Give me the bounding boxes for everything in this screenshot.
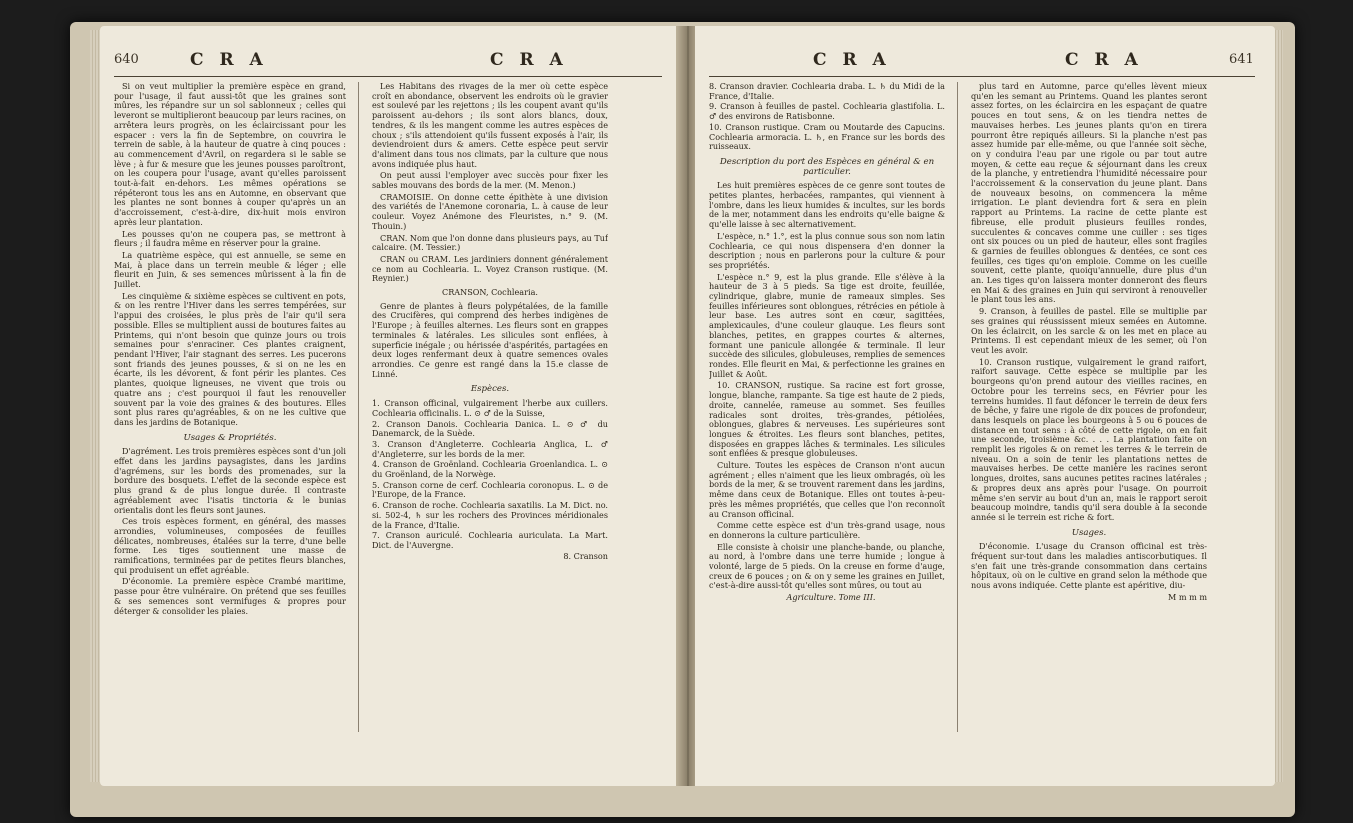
- paragraph: La quatrième espèce, qui est annuelle, se seme en Mai, à place dans un terrein meuble & léger ; elle fleurit en Juin, & ses semences mûrissent à la fin de Juillet.: [114, 249, 346, 290]
- paragraph: On peut aussi l'employer avec succès pour fixer les sables mouvans des bords de la mer. (M. Menon.): [372, 170, 608, 191]
- species-item: 1. Cranson officinal, vulgairement l'herbe aux cuillers. Cochlearia officinalis. L. ⊙ ♂ de la Suisse,: [372, 398, 608, 418]
- page-footer: Agriculture. Tome III.: [786, 592, 876, 603]
- paragraph: Genre de plantes à fleurs polypétalées, de la famille des Crucifères, qui comprend des herbes indigènes de l'Europe ; à feuilles alternes. Les fleurs sont en grappes terminales & latérales. Les silicules sont enflées, à superficie inégale ; ou hérissée d'aspérités, partagées en deux loges renfermant deux à quatre semences ovales arrondies. Ce genre est rangé dans la 15.e classe de Linné.: [372, 300, 608, 379]
- paragraph: D'économie. L'usage du Cranson officinal est très-fréquent sur-tout dans les maladies antiscorbutiques. Il s'en fait une très-grande consommation dans certains hôpitaux, où on le cultive en grand selon la méthode que nous avons indiquée. Cette plante est apéritive, diu-: [971, 541, 1207, 591]
- species-item: 9. Cranson à feuilles de pastel. Cochlearia glastifolia. L. ♂ des environs de Ratisbonne.: [709, 101, 945, 122]
- right-page: [695, 26, 1275, 786]
- species-item: 2. Cranson Danois. Cochlearia Danica. L. ⊙ ♂ du Danemarck, de la Suède.: [372, 418, 608, 439]
- species-item: 10. Cranson rustique. Cram ou Moutarde des Capucins. Cochlearia armoracia. L. ♄, en France sur les bords des ruisseaux.: [709, 121, 945, 152]
- paragraph: Les cinquième & sixième espèces se cultivent en pots, & on les rentre l'Hiver dans les serres tempérées, sur l'appui des croisées, le plus près de l'air qu'il sera possible. Elles se multiplient aussi de boutures faites au Printems, qui n'ont besoin que quinze jours ou trois semaines pour s'enraciner. Ces plantes craignent, pendant l'Hiver, l'air stagnant des serres. Les pucerons sont friands des jeunes pousses, & si on ne les en écarte, ils les dévorent, & font périr les plantes. Ces plantes, quoique ligneuses, ne vivent que trois ou quatre ans ; c'est pourquoi il faut les renouveller souvent par la voie des graines & des boutures. Elles sont plus rares qu'agréables, & on ne les cultive que dans les jardins de Botanique.: [114, 290, 346, 427]
- column-separator: [957, 82, 958, 732]
- species-item: 6. Cranson de roche. Cochlearia saxatilis. La M. Dict. no. si. 502-4, ♄ sur les rochers des Provinces méridionales de la France, d'Italie.: [372, 500, 608, 530]
- paragraph: 10. Cranson rustique, vulgairement le grand raifort, raifort sauvage. Cette espèce se multiplie par les bourgeons qu'on prend autour des vieilles racines, en Octobre pour les terreins secs, en Février pour les terreins humides. Il faut défoncer le terrein de deux fers de bêche, y faire une rigole de dix pouces de profondeur, dans lesquels on place les bourgeons à 5 ou 6 pouces de distance en tout sens : à côté de cette rigole, on en fait une seconde, troisième &c. . . . La plantation faite on remplit les rigoles & on remet les terres & le terrein de niveau. On a soin de tenir les plantations nettes de mauvaises herbes. De cette manière les racines seront longues, droites, sans aucunes petites racines latérales ; & propres deux ans après pour l'usage. On pourroit même s'en servir au bout d'un an, mais le rapport seroit beaucoup moindre, tandis qu'il sera double à la seconde année si le terrein est riche & fort.: [971, 356, 1207, 522]
- paragraph: Les huit premières espèces de ce genre sont toutes de petites plantes, herbacées, rampantes, qui viennent à l'ombre, dans les lieux humides & incultes, sur les bords de la mer, notamment dans les endroits qu'elle baigne & qu'elle laisse à sec alternativement.: [709, 180, 945, 230]
- paragraph: Si on veut multiplier la première espèce en grand, pour l'usage, il faut aussi-tôt que les graines sont mûres, les répandre sur un sol sablonneux ; celles qui leveront se multiplieront beaucoup par leurs racines, on arrêtera leurs progrès, on les éclaircissant pour les espacer : vers la fin de Septembre, on couvrira le terrein de sable, à la hauteur de quatre à cinq pouces : au commencement d'Avril, on regardera si le sable se lève ; à fur & mesure que les jeunes pousses paroîtront, on les coupera pour l'usage, avant qu'elles paroissent tout-à-fait en-dehors. Les mêmes opérations se répéteront tous les ans en Automne, en observant que les plantes ne sont bonnes à couper qu'après un an d'accroissement, c'est-à-dire, dix-huit mois environ après leur plantation.: [114, 82, 346, 227]
- right-page-header: [695, 50, 1275, 76]
- section-heading: Espèces.: [470, 384, 510, 395]
- left-page: [100, 26, 680, 786]
- header-rule: [709, 76, 1255, 77]
- species-item: 4. Cranson de Groënland. Cochlearia Groenlandica. L. ⊙ du Groënland, de la Norwège.: [372, 459, 608, 480]
- paragraph: Ces trois espèces forment, en général, des masses arrondies, volumineuses, composées de feuilles délicates, nombreuses, étalées sur la terre, d'une belle forme. Les tiges soutiennent une masse de ramifications, terminées par de petites fleurs blanches, qui produisent un effet agréable.: [114, 516, 346, 575]
- entry-heading: CRANSON, Cochlearia.: [442, 287, 538, 298]
- paragraph: CRAN. Nom que l'on donne dans plusieurs pays, au Tuf calcaire. (M. Tessier.): [372, 232, 608, 253]
- paragraph: 10. CRANSON, rustique. Sa racine est fort grosse, longue, blanche, rampante. Sa tige est haute de 2 pieds, droite, cannelée, rameuse au sommet. Ses feuilles radicales sont droites, très-grandes, pétiolées, oblongues, glabres & nerveuses. Les supérieures sont longues & étroites. Les fleurs sont blanches, petites, disposées en grappes lâches & terminales. Les silicules sont enflées & presque globuleuses.: [709, 380, 945, 459]
- paragraph: Comme cette espèce est d'un très-grand usage, nous en donnerons la culture particulière.: [709, 520, 945, 540]
- column-separator: [358, 82, 359, 732]
- section-heading: Usages.: [1071, 527, 1107, 538]
- running-head: C R A: [1065, 50, 1143, 70]
- header-rule: [114, 76, 662, 77]
- right-column-1: [709, 82, 945, 742]
- paragraph: plus tard en Automne, parce qu'elles lèvent mieux qu'en les semant au Printems. Quand les plantes seront assez fortes, on les éclaircira en les espaçant de quatre pouces en tout sens, & on les tiendra nettes de mauvaises herbes. Les jeunes plants qu'on en tirera pourront être repiqués ailleurs. Si la planche n'est pas assez humide par elle-même, ou que l'année soit sèche, on y conduira l'eau par une rigole ou par tout autre moyen, & cette eau reçue & séjournant dans les creux de la planche, y entretiendra l'humidité nécessaire pour l'accroissement & la conservation du jeune plant. Dans de nouveaux besoins, on commencera la même irrigation. Le plant deviendra fort & sera en plein rapport au Printems. La racine de cette plante est fibreuse, elle produit plusieurs feuilles rondes, succulentes & concaves comme une cuiller : ses tiges ont six pouces ou un pied de hauteur, elles sont fragiles & garnies de feuilles oblongues & dentées, ce sont ces feuilles, ces tiges qu'on emploie. Comme on les cueille souvent, cette plante, quoiqu'annuelle, dure plus d'un an. Les tiges qu'on laissera monter donneront des fleurs en Mai & des graines en Juin qui serviront à renouveller le plant tous les ans.: [971, 82, 1207, 305]
- catchword: 8. Cranson: [563, 550, 608, 561]
- paragraph: D'agrément. Les trois premières espèces sont d'un joli effet dans les jardins paysagistes, dans les jardins d'agrémens, sur les bords des promenades, sur la bordure des bosquets. L'effet de la seconde espèce est plus grand & de plus longue durée. Il contraste agréablement avec l'isatis tinctoria & le bunias orientalis dont les fleurs sont jaunes.: [114, 446, 346, 515]
- species-item: 5. Cranson corne de cerf. Cochlearia coronopus. L. ⊙ de l'Europe, de la France.: [372, 479, 608, 500]
- left-page-header: [100, 50, 680, 76]
- paragraph: L'espèce, n.° 1.°, est la plus connue sous son nom latin Cochlearia, ce qui nous dispensera d'en donner la description ; nous en parlerons pour la culture & pour ses propriétés.: [709, 230, 945, 270]
- species-item: 8. Cranson dravier. Cochlearia draba. L. ♄ du Midi de la France, d'Italie.: [709, 82, 945, 101]
- running-head: C R A: [190, 50, 268, 70]
- paragraph: CRAMOISIE. On donne cette épithète à une division des variétés de l'Anemone coronaria, L. à cause de leur couleur. Voyez Anémone des Fleuristes, n.° 9. (M. Thouin.): [372, 191, 608, 231]
- section-heading: Description du port des Espèces en général & en particulier.: [719, 156, 935, 177]
- signature-mark: M m m m: [1167, 591, 1207, 602]
- species-item: 3. Cranson d'Angleterre. Cochlearia Anglica, L. ♂ d'Angleterre, sur les bords de la mer.: [372, 438, 608, 459]
- paragraph: 9. Cranson, à feuilles de pastel. Elle se multiplie par ses graines qui réussissent mieux semées en Automne. On les éclaircit, on les sarcle & on les met en place au Printems. Il est cependant mieux de les semer, où l'on veut les avoir.: [971, 306, 1207, 355]
- paragraph: CRAN ou CRAM. Les jardiniers donnent généralement ce nom au Cochlearia. L. Voyez Cranson rustique. (M. Reynier.): [372, 253, 608, 284]
- running-head: C R A: [490, 50, 568, 70]
- left-column-2: [372, 82, 608, 742]
- paragraph: D'économie. La première espèce Crambé maritime, passe pour être vulnéraire. On prétend que ses feuilles & ses semences sont vermifuges & propres pour déterger & consolider les plaies.: [114, 576, 346, 616]
- page-number: 640: [114, 52, 139, 67]
- page-number: 641: [1229, 52, 1254, 67]
- running-head: C R A: [813, 50, 891, 70]
- paragraph: L'espèce n.° 9, est la plus grande. Elle s'élève à la hauteur de 3 à 5 pieds. Sa tige est droite, feuillée, cylindrique, glabre, munie de rameaux simples. Ses feuilles inférieures sont oblongues, rétrécies en pétiole à leur base. Les autres sont en cœur, sagittées, amplexicaules, d'une couleur glauque. Les fleurs sont blanches, petites, en grappes courtes & alternes, formant une panicule allongée & terminale. Il leur succède des silicules, globuleuses, remplies de semences rondes. Elle fleurit en Mai, & perfectionne les graines en Juillet & Août.: [709, 271, 945, 379]
- left-column-1: [114, 82, 346, 742]
- paragraph: Elle consiste à choisir une planche-bande, ou planche, au nord, à l'ombre dans une terre humide ; longue à volonté, large de 5 pieds. On la creuse en forme d'auge, creux de 6 pouces ; on & on y seme les graines en Juillet, c'est-à-dire aussi-tôt qu'elles sont mûres, ou tout au: [709, 541, 945, 591]
- section-heading: Usages & Propriétés.: [183, 432, 277, 443]
- paragraph: Les pousses qu'on ne coupera pas, se mettront à fleurs ; il faudra même en réserver pour la graine.: [114, 228, 346, 249]
- right-column-2: [971, 82, 1207, 742]
- species-item: 7. Cranson auriculé. Cochlearia auriculata. La Mart. Dict. de l'Auvergne.: [372, 530, 608, 550]
- paragraph: Culture. Toutes les espèces de Cranson n'ont aucun agrément ; elles n'aiment que les lieux ombragés, où les bords de la mer, & se trouvent rarement dans les jardins, même dans ceux de Botanique. Elles ont toutes à-peu-près les mêmes propriétés, que celles que l'on reconnoît au Cranson officinal.: [709, 460, 945, 519]
- paragraph: Les Habitans des rivages de la mer où cette espèce croît en abondance, observent les endroits où le gravier est soulevé par les rejettons ; ils les coupent avant qu'ils paroissent au-dehors ; ils sont alors blancs, doux, tendres, & ils les mangent comme les autres espèces de choux ; s'ils attendoient qu'ils fussent exposés à l'air, ils deviendroient durs & amers. Cette espèce peut servir d'aliment dans tous nos climats, par la culture que nous avons indiquée plus haut.: [372, 82, 608, 169]
